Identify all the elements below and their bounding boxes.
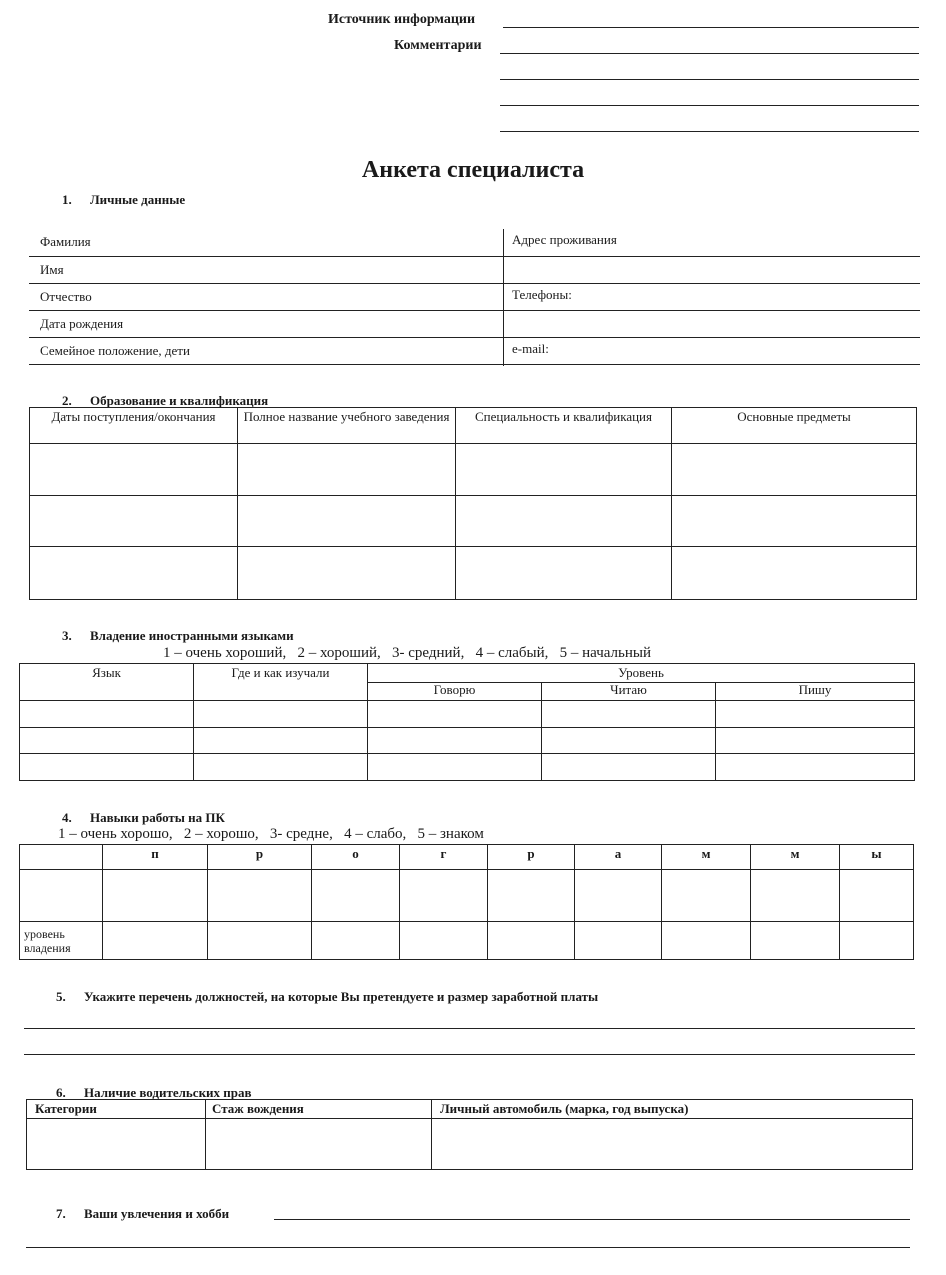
field-name-label: Имя	[40, 262, 64, 277]
education-col-subjects: Основные предметы	[672, 408, 917, 444]
section-4-number: 4.	[62, 810, 72, 825]
pc-skills-cell[interactable]	[208, 870, 312, 922]
section-2-title: Образование и квалификация	[90, 393, 269, 408]
languages-cell[interactable]	[368, 754, 542, 781]
education-cell[interactable]	[238, 444, 456, 496]
section-1-title: Личные данные	[90, 192, 186, 207]
languages-cell[interactable]	[542, 701, 716, 728]
pc-skills-col: ы	[840, 845, 914, 870]
section-2-number: 2.	[62, 393, 72, 408]
pc-skills-level-cell[interactable]	[400, 922, 488, 960]
education-col-specialty: Специальность и квалификация	[456, 408, 672, 444]
pc-skills-col: м	[662, 845, 751, 870]
education-cell[interactable]	[238, 547, 456, 600]
section-5-heading	[56, 989, 598, 1005]
pc-skills-cell[interactable]	[488, 870, 575, 922]
pc-skills-col: р	[208, 845, 312, 870]
section-3-title: Владение иностранными языками	[90, 628, 294, 643]
hobbies-line-2[interactable]	[26, 1247, 910, 1248]
languages-cell[interactable]	[194, 728, 368, 754]
languages-cell[interactable]	[194, 701, 368, 728]
languages-cell[interactable]	[194, 754, 368, 781]
languages-cell[interactable]	[716, 754, 915, 781]
hobbies-line-1[interactable]	[274, 1219, 910, 1220]
pc-skills-cell[interactable]	[103, 870, 208, 922]
driving-col-categories: Категории	[27, 1100, 206, 1119]
languages-table	[19, 663, 915, 781]
source-label: Источник информации	[328, 12, 476, 27]
personal-row-line-2	[29, 283, 920, 284]
languages-cell[interactable]	[20, 754, 194, 781]
field-birthdate-label: Дата рождения	[40, 316, 124, 331]
page-title: Анкета специалиста	[361, 157, 585, 183]
field-address-label: Адрес проживания	[512, 232, 617, 247]
section-7-title: Ваши увлечения и хобби	[84, 1206, 230, 1221]
pc-skills-corner	[20, 845, 103, 870]
education-cell[interactable]	[672, 444, 917, 496]
languages-cell[interactable]	[20, 701, 194, 728]
positions-line-2[interactable]	[24, 1054, 915, 1055]
education-cell[interactable]	[456, 444, 672, 496]
education-cell[interactable]	[456, 547, 672, 600]
languages-col-language: Язык	[20, 664, 194, 701]
languages-cell[interactable]	[368, 701, 542, 728]
pc-skills-level-cell[interactable]	[312, 922, 400, 960]
driving-col-car: Личный автомобиль (марка, год выпуска)	[432, 1100, 913, 1119]
comments-line-1[interactable]	[500, 53, 919, 54]
pc-skills-cell[interactable]	[575, 870, 662, 922]
comments-line-3[interactable]	[500, 105, 919, 106]
table-row	[20, 701, 915, 728]
personal-row-line-1	[29, 256, 920, 257]
field-phones-label: Телефоны:	[512, 287, 572, 302]
section-5-title: Укажите перечень должностей, на которые Вы претендуете и размер заработной платы	[84, 989, 599, 1004]
driving-table	[26, 1099, 913, 1170]
field-email-label: e-mail:	[512, 341, 549, 356]
personal-divider	[503, 229, 504, 366]
field-patronymic-label: Отчество	[40, 289, 92, 304]
pc-skills-col: п	[103, 845, 208, 870]
languages-cell[interactable]	[20, 728, 194, 754]
pc-skills-level-cell[interactable]	[575, 922, 662, 960]
table-row	[30, 444, 917, 496]
personal-row-line-5	[29, 364, 920, 365]
positions-line-1[interactable]	[24, 1028, 915, 1029]
table-row	[20, 870, 914, 922]
section-7-number: 7.	[56, 1206, 66, 1221]
pc-skills-col: р	[488, 845, 575, 870]
languages-cell[interactable]	[542, 728, 716, 754]
pc-skills-col: г	[400, 845, 488, 870]
pc-skills-header-row	[20, 845, 914, 870]
section-7-heading	[56, 1206, 229, 1222]
languages-col-write: Пишу	[716, 683, 915, 701]
pc-skills-level-cell[interactable]	[662, 922, 751, 960]
languages-col-speak: Говорю	[368, 683, 542, 701]
pc-skills-col: м	[751, 845, 840, 870]
field-surname-label: Фамилия	[40, 234, 91, 249]
section-6-number: 6.	[56, 1085, 66, 1100]
pc-skills-level-cell[interactable]	[103, 922, 208, 960]
section-4-heading	[62, 810, 225, 826]
comments-line-4[interactable]	[500, 131, 919, 132]
pc-skills-level-row	[20, 922, 914, 960]
section-5-number: 5.	[56, 989, 66, 1004]
pc-skills-level-cell[interactable]	[208, 922, 312, 960]
languages-col-where: Где и как изучали	[194, 664, 368, 701]
table-row	[27, 1119, 913, 1170]
languages-scale: 1 – очень хороший, 2 – хороший, 3- средний, 4 – слабый, 5 – начальный	[163, 645, 651, 661]
languages-col-level: Уровень	[368, 664, 915, 683]
driving-col-experience: Стаж вождения	[206, 1100, 432, 1119]
education-cell[interactable]	[30, 547, 238, 600]
pc-skills-level-label: уровень владения	[20, 922, 103, 960]
pc-skills-table	[19, 844, 914, 960]
section-4-title: Навыки работы на ПК	[90, 810, 225, 825]
languages-col-read: Читаю	[542, 683, 716, 701]
driving-cell[interactable]	[206, 1119, 432, 1170]
section-1-number: 1.	[62, 192, 72, 207]
education-table	[29, 407, 917, 600]
table-row	[30, 496, 917, 547]
pc-skills-level-cell[interactable]	[751, 922, 840, 960]
section-1-heading	[62, 192, 185, 208]
section-6-title: Наличие водительских прав	[84, 1085, 252, 1100]
table-row	[20, 728, 915, 754]
pc-skills-level-cell[interactable]	[488, 922, 575, 960]
education-header-row	[30, 408, 917, 444]
comments-line-2[interactable]	[500, 79, 919, 80]
education-cell[interactable]	[456, 496, 672, 547]
education-cell[interactable]	[672, 547, 917, 600]
pc-skills-level-cell[interactable]	[840, 922, 914, 960]
table-row	[30, 547, 917, 600]
pc-skills-cell[interactable]	[312, 870, 400, 922]
education-col-dates: Даты поступления/окончания	[30, 408, 238, 444]
education-col-institution: Полное название учебного заведения	[238, 408, 456, 444]
table-row	[20, 754, 915, 781]
pc-skills-col: а	[575, 845, 662, 870]
languages-cell[interactable]	[716, 728, 915, 754]
driving-header-row	[27, 1100, 913, 1119]
driving-cell[interactable]	[432, 1119, 913, 1170]
personal-row-line-4	[29, 337, 920, 338]
education-cell[interactable]	[238, 496, 456, 547]
education-cell[interactable]	[30, 444, 238, 496]
section-3-heading	[62, 628, 294, 644]
driving-cell[interactable]	[27, 1119, 206, 1170]
pc-skills-cell[interactable]	[751, 870, 840, 922]
languages-cell[interactable]	[716, 701, 915, 728]
comments-label: Комментарии	[394, 38, 482, 53]
pc-skills-cell[interactable]	[840, 870, 914, 922]
source-line[interactable]	[503, 27, 919, 28]
education-cell[interactable]	[30, 496, 238, 547]
pc-skills-col: о	[312, 845, 400, 870]
pc-skills-scale: 1 – очень хорошо, 2 – хорошо, 3- средне, 4 – слабо, 5 – знаком	[58, 826, 484, 842]
pc-skills-cell[interactable]	[400, 870, 488, 922]
languages-cell[interactable]	[542, 754, 716, 781]
section-3-number: 3.	[62, 628, 72, 643]
pc-skills-cell[interactable]	[20, 870, 103, 922]
languages-header-row-1	[20, 664, 915, 683]
languages-cell[interactable]	[368, 728, 542, 754]
education-cell[interactable]	[672, 496, 917, 547]
field-family-label: Семейное положение, дети	[40, 343, 190, 358]
pc-skills-cell[interactable]	[662, 870, 751, 922]
personal-row-line-3	[29, 310, 920, 311]
